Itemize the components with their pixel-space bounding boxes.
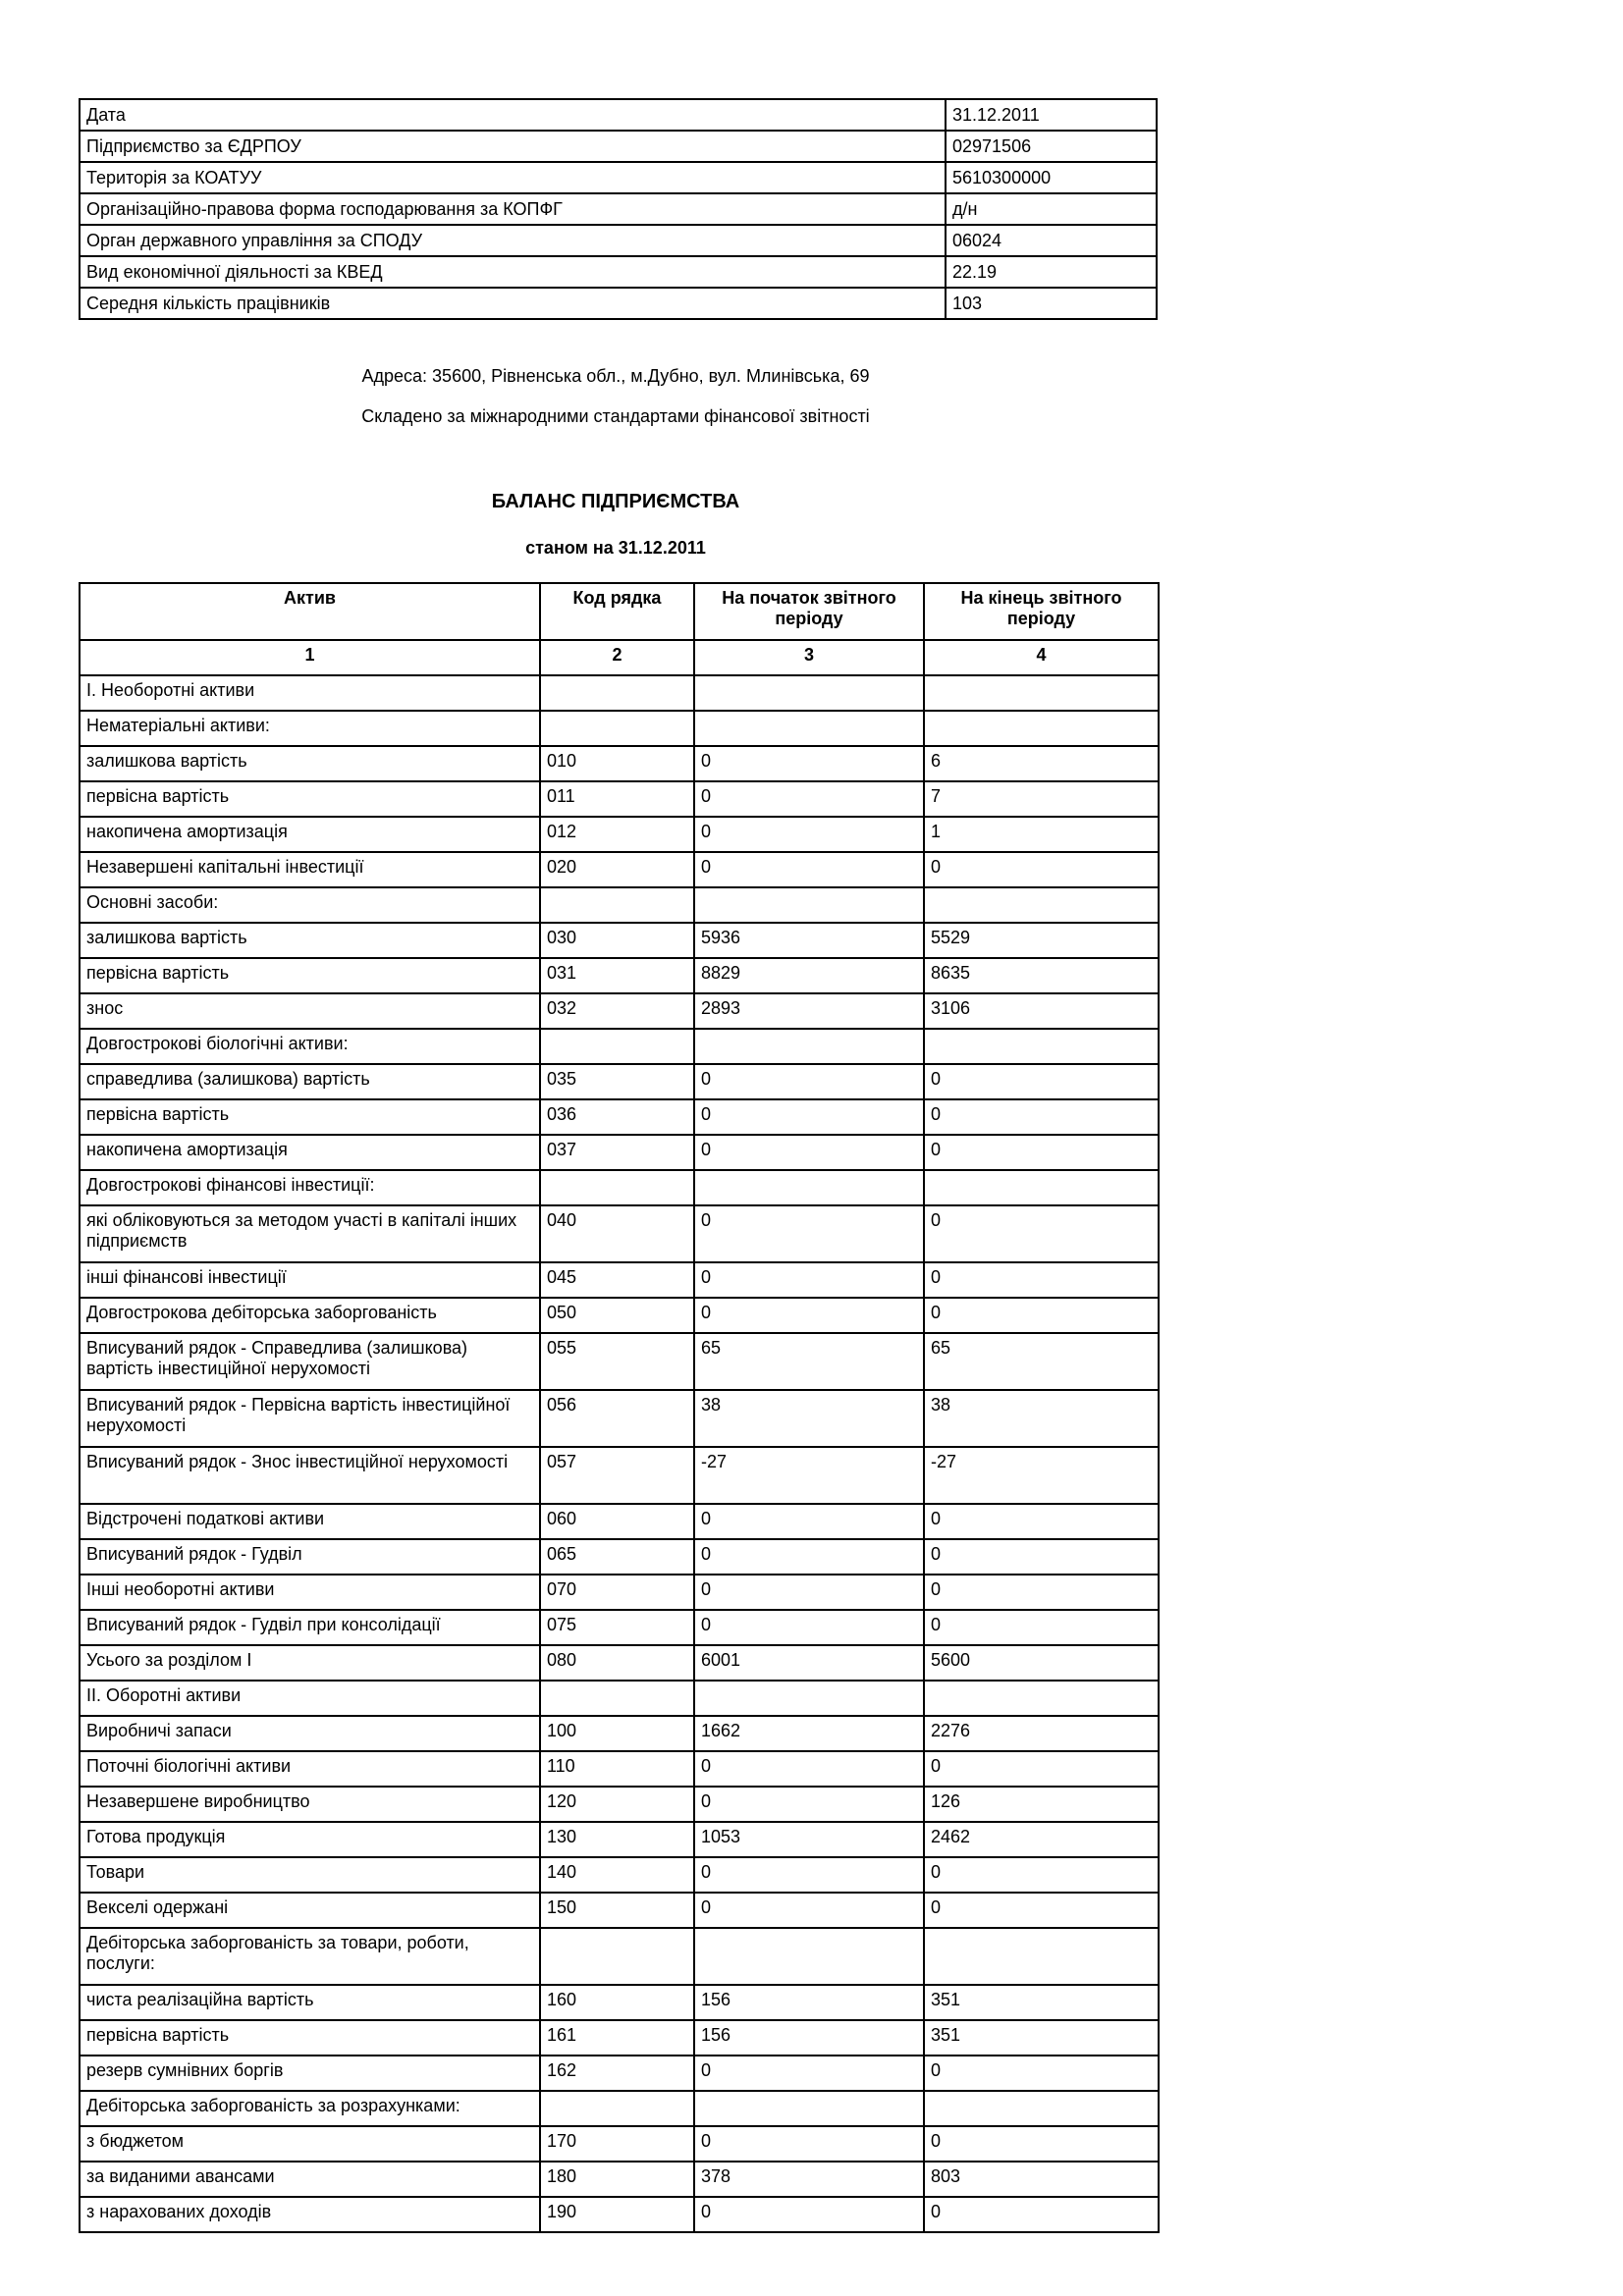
row-code-cell: 110 <box>540 1751 694 1787</box>
row-name-cell: Вписуваний рядок - Первісна вартість інвестиційної нерухомості <box>80 1390 540 1447</box>
table-row <box>80 2056 1159 2091</box>
row-name-cell: Вписуваний рядок - Гудвіл <box>80 1539 540 1575</box>
row-name-cell: знос <box>80 993 540 1029</box>
row-end-value-cell: 351 <box>924 1985 1159 2020</box>
header-info-label: Орган державного управління за СПОДУ <box>80 225 946 256</box>
row-start-value-cell: 0 <box>694 1205 924 1262</box>
row-end-value-cell: 5529 <box>924 923 1159 958</box>
header-info-value: 31.12.2011 <box>946 99 1157 131</box>
table-row <box>80 1787 1159 1822</box>
row-start-value-cell: -27 <box>694 1447 924 1504</box>
row-name-cell: Довгострокові фінансові інвестиції: <box>80 1170 540 1205</box>
table-row <box>80 1610 1159 1645</box>
address-line: Адреса: 35600, Рівненська обл., м.Дубно, вул. Млинівська, 69 <box>361 366 870 386</box>
table-row <box>80 923 1159 958</box>
row-code-cell: 035 <box>540 1064 694 1099</box>
header-info-value: 103 <box>946 288 1157 319</box>
row-code-cell: 020 <box>540 852 694 887</box>
table-row <box>80 746 1159 781</box>
balance-table <box>79 582 1160 2233</box>
column-number-row <box>80 640 1159 675</box>
row-code-cell: 010 <box>540 746 694 781</box>
table-row <box>80 675 1159 711</box>
row-end-value-cell: 0 <box>924 1262 1159 1298</box>
row-start-value-cell: 0 <box>694 1857 924 1893</box>
row-code-cell <box>540 887 694 923</box>
row-start-value-cell: 378 <box>694 2162 924 2197</box>
column-header-end: На кінець звітного періоду <box>924 583 1159 640</box>
row-code-cell: 032 <box>540 993 694 1029</box>
header-info-row <box>80 162 1157 193</box>
row-start-value-cell: 65 <box>694 1333 924 1390</box>
row-end-value-cell: 65 <box>924 1333 1159 1390</box>
row-code-cell: 065 <box>540 1539 694 1575</box>
row-code-cell: 100 <box>540 1716 694 1751</box>
row-end-value-cell: 8635 <box>924 958 1159 993</box>
row-name-cell: Вписуваний рядок - Справедлива (залишкова) вартість інвестиційної нерухомості <box>80 1333 540 1390</box>
row-code-cell: 056 <box>540 1390 694 1447</box>
row-code-cell: 050 <box>540 1298 694 1333</box>
row-end-value-cell <box>924 887 1159 923</box>
table-row <box>80 1893 1159 1928</box>
row-name-cell: інші фінансові інвестиції <box>80 1262 540 1298</box>
column-number-3: 3 <box>694 640 924 675</box>
row-code-cell: 160 <box>540 1985 694 2020</box>
row-code-cell: 045 <box>540 1262 694 1298</box>
table-row <box>80 817 1159 852</box>
row-end-value-cell: 0 <box>924 1298 1159 1333</box>
row-end-value-cell: 1 <box>924 817 1159 852</box>
row-end-value-cell: 0 <box>924 1610 1159 1645</box>
row-end-value-cell: 0 <box>924 1205 1159 1262</box>
row-end-value-cell: 0 <box>924 2126 1159 2162</box>
row-name-cell: первісна вартість <box>80 2020 540 2056</box>
table-row <box>80 1681 1159 1716</box>
row-start-value-cell: 0 <box>694 1504 924 1539</box>
row-name-cell: з бюджетом <box>80 2126 540 2162</box>
header-info-row <box>80 193 1157 225</box>
row-name-cell: залишкова вартість <box>80 746 540 781</box>
row-code-cell <box>540 1681 694 1716</box>
row-start-value-cell: 0 <box>694 817 924 852</box>
row-end-value-cell: 0 <box>924 1575 1159 1610</box>
row-end-value-cell <box>924 675 1159 711</box>
row-code-cell: 140 <box>540 1857 694 1893</box>
row-end-value-cell <box>924 1170 1159 1205</box>
row-name-cell: Довгострокові біологічні активи: <box>80 1029 540 1064</box>
row-name-cell: Інші необоротні активи <box>80 1575 540 1610</box>
table-row <box>80 958 1159 993</box>
row-start-value-cell: 0 <box>694 1064 924 1099</box>
table-header-row <box>80 583 1159 640</box>
table-row <box>80 1135 1159 1170</box>
row-end-value-cell: 126 <box>924 1787 1159 1822</box>
row-name-cell: Нематеріальні активи: <box>80 711 540 746</box>
header-info-label: Організаційно-правова форма господарювання за КОПФГ <box>80 193 946 225</box>
row-start-value-cell: 0 <box>694 1262 924 1298</box>
row-start-value-cell: 0 <box>694 2056 924 2091</box>
row-code-cell <box>540 675 694 711</box>
header-info-label: Територія за КОАТУУ <box>80 162 946 193</box>
row-code-cell <box>540 1170 694 1205</box>
row-code-cell: 060 <box>540 1504 694 1539</box>
row-start-value-cell: 0 <box>694 746 924 781</box>
table-row <box>80 2126 1159 2162</box>
table-row <box>80 1099 1159 1135</box>
header-info-value: 02971506 <box>946 131 1157 162</box>
table-row <box>80 1029 1159 1064</box>
row-end-value-cell: 3106 <box>924 993 1159 1029</box>
table-row <box>80 1539 1159 1575</box>
row-start-value-cell: 156 <box>694 2020 924 2056</box>
row-name-cell: накопичена амортизація <box>80 1135 540 1170</box>
row-code-cell <box>540 2091 694 2126</box>
row-start-value-cell: 1053 <box>694 1822 924 1857</box>
row-code-cell: 031 <box>540 958 694 993</box>
row-name-cell: чиста реалізаційна вартість <box>80 1985 540 2020</box>
table-row <box>80 1504 1159 1539</box>
column-header-start: На початок звітного періоду <box>694 583 924 640</box>
row-end-value-cell: -27 <box>924 1447 1159 1504</box>
column-number-4: 4 <box>924 640 1159 675</box>
row-start-value-cell: 0 <box>694 1610 924 1645</box>
row-name-cell: залишкова вартість <box>80 923 540 958</box>
row-name-cell: Виробничі запаси <box>80 1716 540 1751</box>
table-row <box>80 1170 1159 1205</box>
column-header-asset: Актив <box>80 583 540 640</box>
header-info-value: 06024 <box>946 225 1157 256</box>
row-code-cell <box>540 711 694 746</box>
row-name-cell: резерв сумнівних боргів <box>80 2056 540 2091</box>
row-name-cell: справедлива (залишкова) вартість <box>80 1064 540 1099</box>
table-row <box>80 1262 1159 1298</box>
table-row <box>80 2020 1159 2056</box>
row-end-value-cell <box>924 1928 1159 1985</box>
row-start-value-cell <box>694 2091 924 2126</box>
row-code-cell: 057 <box>540 1447 694 1504</box>
row-end-value-cell: 0 <box>924 2056 1159 2091</box>
row-name-cell: Довгострокова дебіторська заборгованість <box>80 1298 540 1333</box>
row-name-cell: Незавершене виробництво <box>80 1787 540 1822</box>
row-name-cell: які обліковуються за методом участі в капіталі інших підприємств <box>80 1205 540 1262</box>
row-end-value-cell: 0 <box>924 1064 1159 1099</box>
row-end-value-cell: 0 <box>924 1751 1159 1787</box>
row-end-value-cell: 0 <box>924 1135 1159 1170</box>
header-info-label: Підприємство за ЄДРПОУ <box>80 131 946 162</box>
row-start-value-cell <box>694 1029 924 1064</box>
header-info-label: Вид економічної діяльності за КВЕД <box>80 256 946 288</box>
table-row <box>80 1985 1159 2020</box>
row-name-cell: II. Оборотні активи <box>80 1681 540 1716</box>
table-row <box>80 1064 1159 1099</box>
row-end-value-cell: 351 <box>924 2020 1159 2056</box>
table-row <box>80 1390 1159 1447</box>
table-row <box>80 1751 1159 1787</box>
row-code-cell: 040 <box>540 1205 694 1262</box>
table-row <box>80 781 1159 817</box>
row-name-cell: з нарахованих доходів <box>80 2197 540 2232</box>
row-start-value-cell <box>694 711 924 746</box>
row-code-cell: 075 <box>540 1610 694 1645</box>
row-name-cell: Відстрочені податкові активи <box>80 1504 540 1539</box>
header-info-value: 5610300000 <box>946 162 1157 193</box>
row-code-cell: 130 <box>540 1822 694 1857</box>
row-name-cell: накопичена амортизація <box>80 817 540 852</box>
row-start-value-cell: 8829 <box>694 958 924 993</box>
header-info-label: Середня кількість працівників <box>80 288 946 319</box>
row-start-value-cell <box>694 887 924 923</box>
row-code-cell: 162 <box>540 2056 694 2091</box>
row-code-cell: 055 <box>540 1333 694 1390</box>
row-name-cell: Векселі одержані <box>80 1893 540 1928</box>
row-name-cell: Дебіторська заборгованість за розрахунками: <box>80 2091 540 2126</box>
row-start-value-cell <box>694 1170 924 1205</box>
row-start-value-cell <box>694 1681 924 1716</box>
header-info-label: Дата <box>80 99 946 131</box>
row-code-cell: 037 <box>540 1135 694 1170</box>
row-end-value-cell: 5600 <box>924 1645 1159 1681</box>
row-end-value-cell: 2276 <box>924 1716 1159 1751</box>
table-row <box>80 852 1159 887</box>
table-row <box>80 1928 1159 1985</box>
table-row <box>80 1575 1159 1610</box>
row-start-value-cell: 0 <box>694 1751 924 1787</box>
row-end-value-cell <box>924 1681 1159 1716</box>
column-number-1: 1 <box>80 640 540 675</box>
row-name-cell: первісна вартість <box>80 781 540 817</box>
header-info-value: 22.19 <box>946 256 1157 288</box>
row-start-value-cell: 0 <box>694 2126 924 2162</box>
table-row <box>80 993 1159 1029</box>
row-code-cell: 070 <box>540 1575 694 1610</box>
row-name-cell: Поточні біологічні активи <box>80 1751 540 1787</box>
row-name-cell: Товари <box>80 1857 540 1893</box>
row-start-value-cell: 0 <box>694 781 924 817</box>
table-row <box>80 1822 1159 1857</box>
row-start-value-cell: 5936 <box>694 923 924 958</box>
row-code-cell: 161 <box>540 2020 694 2056</box>
table-row <box>80 2091 1159 2126</box>
row-end-value-cell: 7 <box>924 781 1159 817</box>
row-name-cell: Основні засоби: <box>80 887 540 923</box>
row-start-value-cell: 6001 <box>694 1645 924 1681</box>
header-info-row <box>80 288 1157 319</box>
row-start-value-cell: 0 <box>694 1298 924 1333</box>
row-code-cell: 170 <box>540 2126 694 2162</box>
row-name-cell: первісна вартість <box>80 1099 540 1135</box>
table-row <box>80 1205 1159 1262</box>
table-row <box>80 1298 1159 1333</box>
row-end-value-cell <box>924 711 1159 746</box>
row-name-cell: I. Необоротні активи <box>80 675 540 711</box>
composed-note: Складено за міжнародними стандартами фінансової звітності <box>361 406 870 426</box>
row-code-cell: 120 <box>540 1787 694 1822</box>
table-row <box>80 2197 1159 2232</box>
row-code-cell: 030 <box>540 923 694 958</box>
table-row <box>80 1716 1159 1751</box>
row-start-value-cell: 1662 <box>694 1716 924 1751</box>
row-name-cell: Усього за розділом I <box>80 1645 540 1681</box>
row-end-value-cell: 38 <box>924 1390 1159 1447</box>
header-info-row <box>80 131 1157 162</box>
row-end-value-cell: 0 <box>924 1539 1159 1575</box>
row-start-value-cell <box>694 675 924 711</box>
row-start-value-cell: 156 <box>694 1985 924 2020</box>
row-start-value-cell: 0 <box>694 1893 924 1928</box>
row-end-value-cell: 0 <box>924 1857 1159 1893</box>
row-code-cell: 080 <box>540 1645 694 1681</box>
header-info-table <box>79 98 1158 320</box>
table-row <box>80 887 1159 923</box>
row-code-cell: 180 <box>540 2162 694 2197</box>
row-code-cell <box>540 1029 694 1064</box>
table-row <box>80 711 1159 746</box>
row-start-value-cell: 0 <box>694 1787 924 1822</box>
row-code-cell <box>540 1928 694 1985</box>
table-row <box>80 1333 1159 1390</box>
row-name-cell: Вписуваний рядок - Знос інвестиційної нерухомості <box>80 1447 540 1504</box>
row-end-value-cell: 6 <box>924 746 1159 781</box>
header-info-value: д/н <box>946 193 1157 225</box>
row-name-cell: Вписуваний рядок - Гудвіл при консолідації <box>80 1610 540 1645</box>
column-number-2: 2 <box>540 640 694 675</box>
row-name-cell: за виданими авансами <box>80 2162 540 2197</box>
row-name-cell: Незавершені капітальні інвестиції <box>80 852 540 887</box>
row-name-cell: первісна вартість <box>80 958 540 993</box>
row-code-cell: 011 <box>540 781 694 817</box>
row-end-value-cell: 0 <box>924 1504 1159 1539</box>
table-row <box>80 1447 1159 1504</box>
row-code-cell: 036 <box>540 1099 694 1135</box>
row-start-value-cell: 0 <box>694 852 924 887</box>
row-name-cell: Готова продукція <box>80 1822 540 1857</box>
row-code-cell: 190 <box>540 2197 694 2232</box>
row-code-cell: 012 <box>540 817 694 852</box>
row-start-value-cell <box>694 1928 924 1985</box>
table-row <box>80 2162 1159 2197</box>
row-code-cell: 150 <box>540 1893 694 1928</box>
row-end-value-cell: 0 <box>924 1893 1159 1928</box>
page-subtitle: станом на 31.12.2011 <box>525 538 706 558</box>
row-start-value-cell: 0 <box>694 2197 924 2232</box>
row-end-value-cell: 0 <box>924 852 1159 887</box>
header-info-row <box>80 225 1157 256</box>
header-info-row <box>80 256 1157 288</box>
row-end-value-cell <box>924 1029 1159 1064</box>
row-end-value-cell: 0 <box>924 1099 1159 1135</box>
row-end-value-cell: 2462 <box>924 1822 1159 1857</box>
row-end-value-cell: 803 <box>924 2162 1159 2197</box>
table-row <box>80 1645 1159 1681</box>
row-start-value-cell: 38 <box>694 1390 924 1447</box>
page-title: БАЛАНС ПІДПРИЄМСТВА <box>491 491 740 512</box>
row-start-value-cell: 0 <box>694 1135 924 1170</box>
row-start-value-cell: 2893 <box>694 993 924 1029</box>
header-info-row <box>80 99 1157 131</box>
row-start-value-cell: 0 <box>694 1575 924 1610</box>
column-header-code: Код рядка <box>540 583 694 640</box>
row-name-cell: Дебіторська заборгованість за товари, роботи, послуги: <box>80 1928 540 1985</box>
row-start-value-cell: 0 <box>694 1539 924 1575</box>
table-row <box>80 1857 1159 1893</box>
row-end-value-cell: 0 <box>924 2197 1159 2232</box>
row-start-value-cell: 0 <box>694 1099 924 1135</box>
row-end-value-cell <box>924 2091 1159 2126</box>
